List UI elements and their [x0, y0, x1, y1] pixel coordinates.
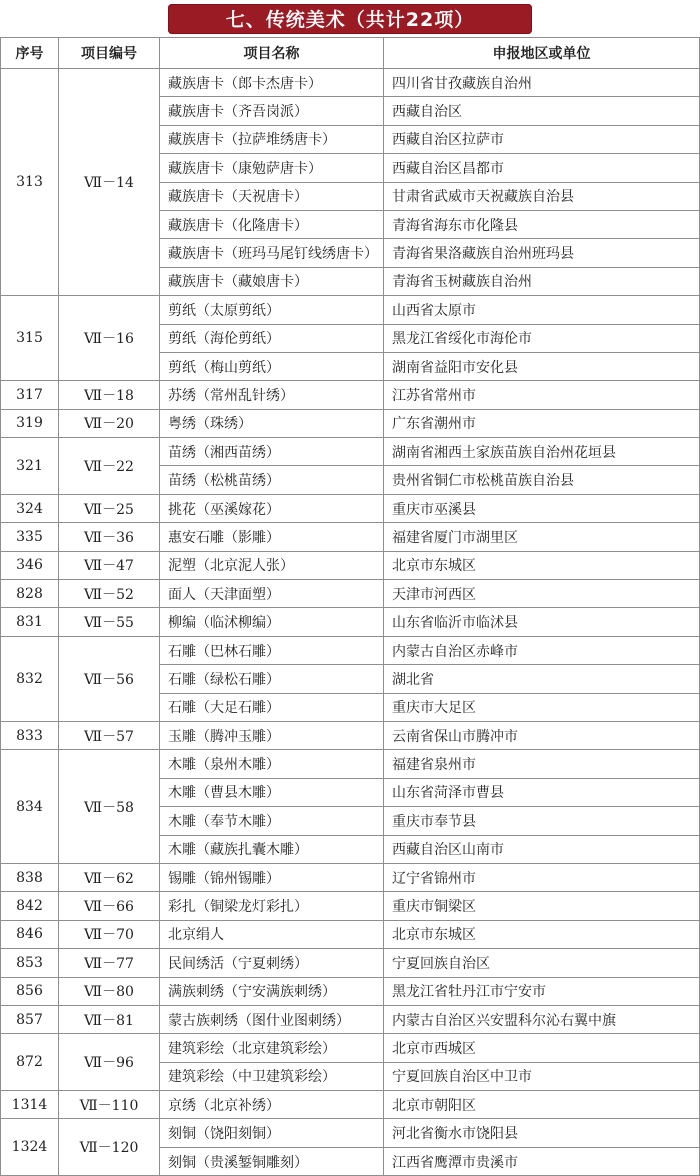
cell-region: 辽宁省锦州市	[384, 863, 700, 891]
table-row	[1, 296, 700, 324]
cell-name: 惠安石雕（影雕）	[160, 523, 384, 551]
cell-seq: 833	[1, 721, 59, 749]
table-row	[1, 409, 700, 437]
cell-region: 黑龙江省牡丹江市宁安市	[384, 977, 700, 1005]
cell-seq: 872	[1, 1034, 59, 1091]
cell-name: 剪纸（海伦剪纸）	[160, 324, 384, 352]
cell-name: 剪纸（太原剪纸）	[160, 296, 384, 324]
cell-region: 宁夏回族自治区中卫市	[384, 1062, 700, 1090]
cell-code: Ⅶ－62	[59, 863, 160, 891]
cell-seq: 346	[1, 551, 59, 579]
cell-seq: 315	[1, 296, 59, 381]
cell-code: Ⅶ－56	[59, 636, 160, 721]
cell-seq: 324	[1, 494, 59, 522]
cell-region: 内蒙古自治区兴安盟科尔沁右翼中旗	[384, 1005, 700, 1033]
table-row	[1, 494, 700, 522]
table-row	[1, 636, 700, 664]
cell-region: 贵州省铜仁市松桃苗族自治县	[384, 466, 700, 494]
cell-region: 山西省太原市	[384, 296, 700, 324]
cell-region: 黑龙江省绥化市海伦市	[384, 324, 700, 352]
cell-name: 玉雕（腾冲玉雕）	[160, 721, 384, 749]
header-code: 项目编号	[59, 38, 160, 69]
cell-name: 刻铜（贵溪錾铜雕刻）	[160, 1147, 384, 1175]
cell-region: 福建省泉州市	[384, 750, 700, 778]
table-row	[1, 1119, 700, 1147]
cell-name: 石雕（大足石雕）	[160, 693, 384, 721]
cell-code: Ⅶ－77	[59, 949, 160, 977]
cell-code: Ⅶ－66	[59, 892, 160, 920]
cell-name: 蒙古族刺绣（图什业图刺绣）	[160, 1005, 384, 1033]
cell-region: 西藏自治区拉萨市	[384, 125, 700, 153]
cell-region: 湖南省益阳市安化县	[384, 352, 700, 380]
cell-region: 四川省甘孜藏族自治州	[384, 69, 700, 97]
table-row	[1, 1091, 700, 1119]
cell-name: 粤绣（珠绣）	[160, 409, 384, 437]
cell-name: 苗绣（湘西苗绣）	[160, 438, 384, 466]
table-row	[1, 920, 700, 948]
cell-name: 石雕（巴林石雕）	[160, 636, 384, 664]
cell-code: Ⅶ－20	[59, 409, 160, 437]
cell-region: 北京市东城区	[384, 920, 700, 948]
cell-name: 苗绣（松桃苗绣）	[160, 466, 384, 494]
cell-region: 北京市西城区	[384, 1034, 700, 1062]
cell-name: 石雕（绿松石雕）	[160, 665, 384, 693]
cell-name: 建筑彩绘（中卫建筑彩绘）	[160, 1062, 384, 1090]
cell-name: 木雕（泉州木雕）	[160, 750, 384, 778]
table-row	[1, 721, 700, 749]
cell-code: Ⅶ－14	[59, 69, 160, 296]
cell-name: 苏绣（常州乱针绣）	[160, 381, 384, 409]
cell-region: 广东省潮州市	[384, 409, 700, 437]
cell-code: Ⅶ－25	[59, 494, 160, 522]
cell-region: 青海省玉树藏族自治州	[384, 267, 700, 295]
cell-name: 藏族唐卡（藏娘唐卡）	[160, 267, 384, 295]
cell-name: 面人（天津面塑）	[160, 580, 384, 608]
cell-region: 北京市东城区	[384, 551, 700, 579]
cell-region: 江西省鹰潭市贵溪市	[384, 1147, 700, 1175]
table-row	[1, 523, 700, 551]
cell-code: Ⅶ－36	[59, 523, 160, 551]
cell-seq: 317	[1, 381, 59, 409]
cell-seq: 828	[1, 580, 59, 608]
table-row	[1, 863, 700, 891]
table-row	[1, 580, 700, 608]
cell-name: 泥塑（北京泥人张）	[160, 551, 384, 579]
cell-code: Ⅶ－47	[59, 551, 160, 579]
cell-code: Ⅶ－22	[59, 438, 160, 495]
cell-region: 江苏省常州市	[384, 381, 700, 409]
cell-name: 木雕（曹县木雕）	[160, 778, 384, 806]
table-row	[1, 892, 700, 920]
table-row	[1, 438, 700, 466]
cell-region: 青海省海东市化隆县	[384, 210, 700, 238]
cell-name: 藏族唐卡（化隆唐卡）	[160, 210, 384, 238]
cell-name: 柳编（临沭柳编）	[160, 608, 384, 636]
table-row	[1, 949, 700, 977]
cell-seq: 832	[1, 636, 59, 721]
cell-name: 木雕（藏族扎囊木雕）	[160, 835, 384, 863]
cell-code: Ⅶ－18	[59, 381, 160, 409]
cell-seq: 1324	[1, 1119, 59, 1176]
cell-name: 建筑彩绘（北京建筑彩绘）	[160, 1034, 384, 1062]
cell-region: 青海省果洛藏族自治州班玛县	[384, 239, 700, 267]
cell-code: Ⅶ－55	[59, 608, 160, 636]
table-row	[1, 1005, 700, 1033]
table-row	[1, 381, 700, 409]
header-row	[1, 38, 700, 69]
cell-region: 西藏自治区昌都市	[384, 154, 700, 182]
cell-seq: 831	[1, 608, 59, 636]
title-area	[0, 0, 700, 37]
cell-name: 北京绢人	[160, 920, 384, 948]
cell-name: 藏族唐卡（齐吾岗派）	[160, 97, 384, 125]
cell-name: 藏族唐卡（郎卡杰唐卡）	[160, 69, 384, 97]
cell-code: Ⅶ－57	[59, 721, 160, 749]
cell-seq: 321	[1, 438, 59, 495]
cell-name: 木雕（奉节木雕）	[160, 807, 384, 835]
header-name: 项目名称	[160, 38, 384, 69]
table-row	[1, 608, 700, 636]
cell-region: 甘肃省武威市天祝藏族自治县	[384, 182, 700, 210]
cell-seq: 319	[1, 409, 59, 437]
cell-region: 重庆市奉节县	[384, 807, 700, 835]
cell-code: Ⅶ－81	[59, 1005, 160, 1033]
cell-seq: 856	[1, 977, 59, 1005]
cell-region: 内蒙古自治区赤峰市	[384, 636, 700, 664]
cell-code: Ⅶ－58	[59, 750, 160, 864]
title-banner	[168, 4, 532, 34]
cell-region: 云南省保山市腾冲市	[384, 721, 700, 749]
cell-region: 北京市朝阳区	[384, 1091, 700, 1119]
cell-code: Ⅶ－96	[59, 1034, 160, 1091]
cell-name: 锡雕（锦州锡雕）	[160, 863, 384, 891]
cell-seq: 313	[1, 69, 59, 296]
cell-name: 藏族唐卡（天祝唐卡）	[160, 182, 384, 210]
table-body	[1, 69, 700, 1176]
table-row	[1, 69, 700, 97]
cell-name: 藏族唐卡（班玛马尾钉线绣唐卡）	[160, 239, 384, 267]
cell-region: 宁夏回族自治区	[384, 949, 700, 977]
table-row	[1, 977, 700, 1005]
cell-name: 民间绣活（宁夏刺绣）	[160, 949, 384, 977]
cell-code: Ⅶ－80	[59, 977, 160, 1005]
cell-name: 挑花（巫溪嫁花）	[160, 494, 384, 522]
cell-region: 山东省菏泽市曹县	[384, 778, 700, 806]
cell-region: 西藏自治区山南市	[384, 835, 700, 863]
cell-seq: 846	[1, 920, 59, 948]
cell-code: Ⅶ－120	[59, 1119, 160, 1176]
header-seq: 序号	[1, 38, 59, 69]
cell-seq: 335	[1, 523, 59, 551]
heritage-table	[0, 37, 700, 1176]
cell-name: 剪纸（梅山剪纸）	[160, 352, 384, 380]
cell-region: 重庆市大足区	[384, 693, 700, 721]
cell-seq: 842	[1, 892, 59, 920]
cell-name: 藏族唐卡（康勉萨唐卡）	[160, 154, 384, 182]
cell-code: Ⅶ－110	[59, 1091, 160, 1119]
cell-seq: 857	[1, 1005, 59, 1033]
cell-seq: 834	[1, 750, 59, 864]
cell-seq: 1314	[1, 1091, 59, 1119]
cell-seq: 853	[1, 949, 59, 977]
table-row	[1, 750, 700, 778]
table-row	[1, 1034, 700, 1062]
cell-code: Ⅶ－52	[59, 580, 160, 608]
cell-region: 湖北省	[384, 665, 700, 693]
cell-region: 重庆市巫溪县	[384, 494, 700, 522]
cell-code: Ⅶ－16	[59, 296, 160, 381]
cell-code: Ⅶ－70	[59, 920, 160, 948]
cell-region: 河北省衡水市饶阳县	[384, 1119, 700, 1147]
header-region: 申报地区或单位	[384, 38, 700, 69]
cell-region: 福建省厦门市湖里区	[384, 523, 700, 551]
cell-name: 满族刺绣（宁安满族刺绣）	[160, 977, 384, 1005]
table-row	[1, 551, 700, 579]
cell-name: 彩扎（铜梁龙灯彩扎）	[160, 892, 384, 920]
cell-region: 湖南省湘西土家族苗族自治州花垣县	[384, 438, 700, 466]
cell-name: 京绣（北京补绣）	[160, 1091, 384, 1119]
cell-name: 藏族唐卡（拉萨堆绣唐卡）	[160, 125, 384, 153]
cell-name: 刻铜（饶阳刻铜）	[160, 1119, 384, 1147]
page-title: 七、传统美术（共计22项）	[225, 9, 475, 31]
cell-region: 重庆市铜梁区	[384, 892, 700, 920]
cell-region: 西藏自治区	[384, 97, 700, 125]
cell-region: 天津市河西区	[384, 580, 700, 608]
cell-region: 山东省临沂市临沭县	[384, 608, 700, 636]
cell-seq: 838	[1, 863, 59, 891]
